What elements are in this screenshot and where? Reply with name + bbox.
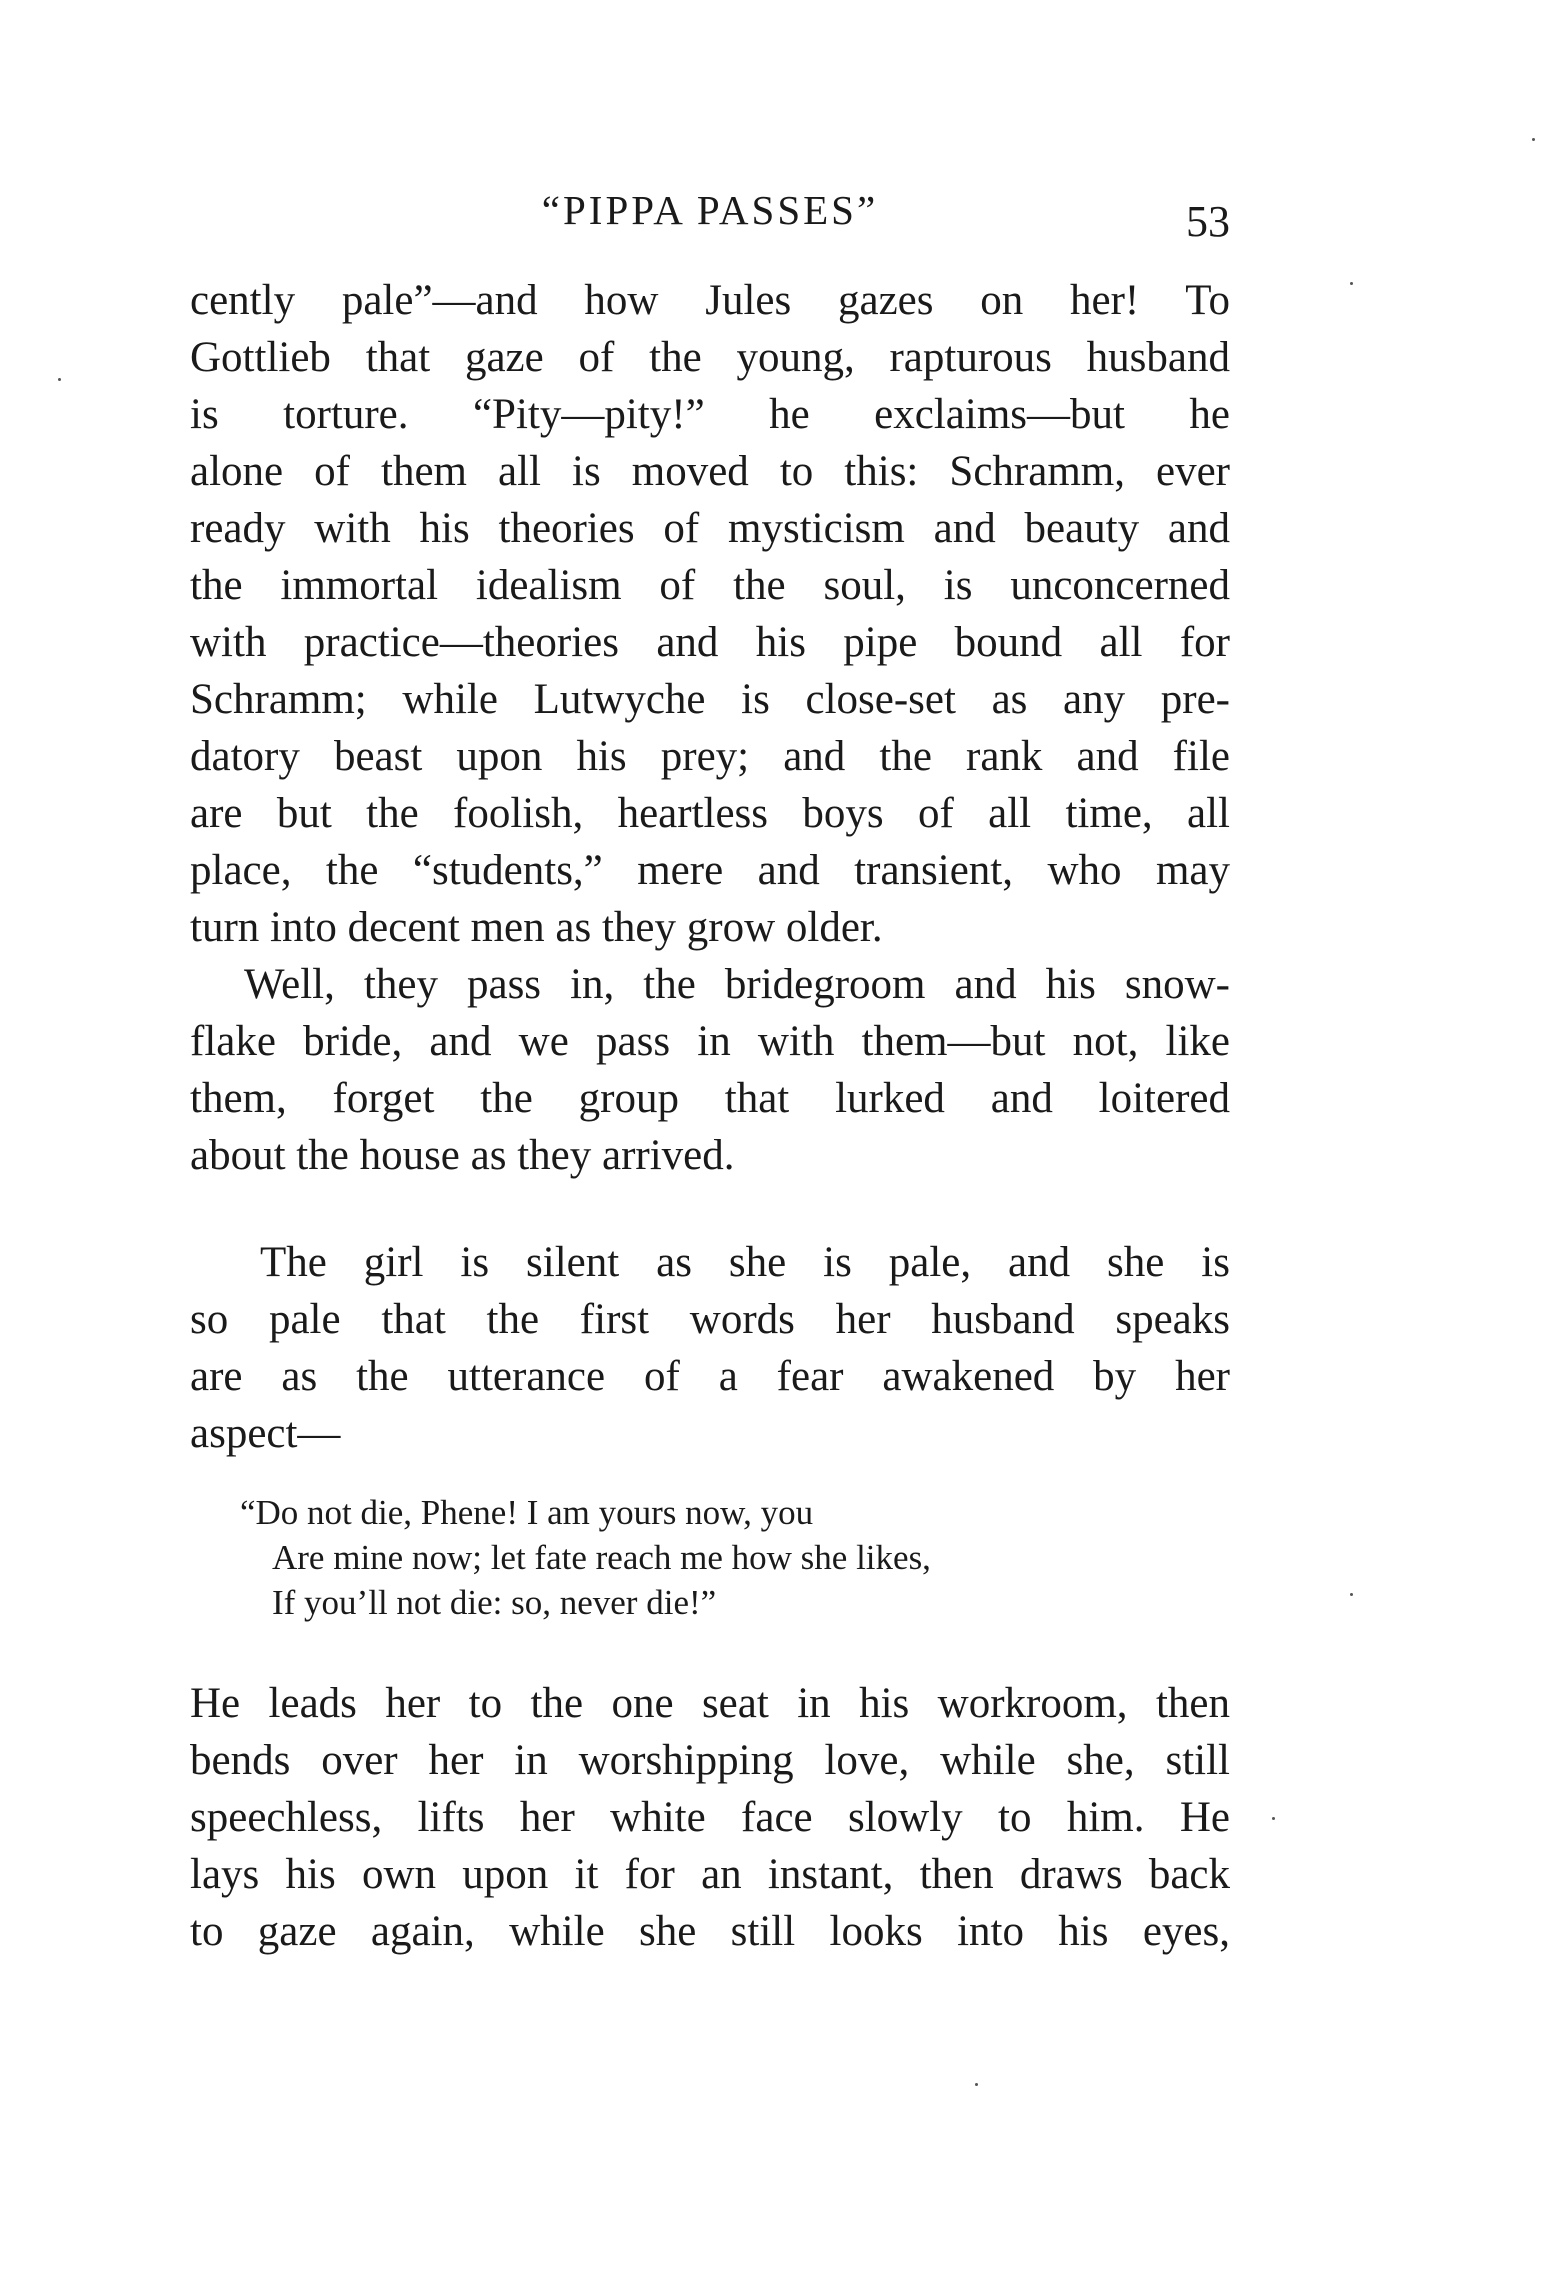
text-line: alone of them all is moved to this: Schramm, ever bbox=[190, 448, 1230, 495]
verse-line: “Do not die, Phene! I am yours now, you bbox=[240, 1493, 814, 1532]
scan-speck bbox=[1350, 282, 1353, 285]
verse-line: Are mine now; let fate reach me how she likes, bbox=[272, 1538, 931, 1577]
scan-speck bbox=[1532, 138, 1535, 141]
text-line: Gottlieb that gaze of the young, rapturous husband bbox=[190, 334, 1230, 381]
text-line: them, forget the group that lurked and loitered bbox=[190, 1075, 1230, 1122]
text-line: Schramm; while Lutwyche is close-set as any pre- bbox=[190, 676, 1230, 723]
text-line: bends over her in worshipping love, while she, still bbox=[190, 1737, 1230, 1784]
scan-speck bbox=[58, 378, 61, 381]
page-header bbox=[190, 182, 1230, 246]
text-line: turn into decent men as they grow older. bbox=[190, 904, 883, 951]
text-line: cently pale”—and how Jules gazes on her! To bbox=[190, 277, 1230, 324]
scan-speck bbox=[1272, 1817, 1275, 1820]
text-line: aspect— bbox=[190, 1410, 341, 1457]
paragraph-3 bbox=[190, 1234, 1230, 1462]
paragraph-4 bbox=[190, 1675, 1230, 1960]
text-line: the immortal idealism of the soul, is unconcerned bbox=[190, 562, 1230, 609]
paragraph-2 bbox=[190, 956, 1230, 1184]
text-line: is torture. “Pity—pity!” he exclaims—but he bbox=[190, 391, 1230, 438]
text-line: The girl is silent as she is pale, and she is bbox=[260, 1239, 1230, 1286]
verse-line: If you’ll not die: so, never die!” bbox=[272, 1583, 717, 1622]
text-line: about the house as they arrived. bbox=[190, 1132, 735, 1179]
scan-speck bbox=[975, 2083, 978, 2086]
text-line: so pale that the first words her husband speaks bbox=[190, 1296, 1230, 1343]
page-number: 53 bbox=[1186, 197, 1230, 246]
running-head: “PIPPA PASSES” bbox=[541, 187, 879, 233]
scan-speck bbox=[1350, 1593, 1353, 1596]
text-line: He leads her to the one seat in his workroom, then bbox=[190, 1680, 1230, 1727]
text-line: are as the utterance of a fear awakened by her bbox=[190, 1353, 1230, 1400]
verse-quotation bbox=[240, 1490, 931, 1625]
text-line: with practice—theories and his pipe bound all for bbox=[190, 619, 1230, 666]
text-line: are but the foolish, heartless boys of all time, all bbox=[190, 790, 1230, 837]
text-line: speechless, lifts her white face slowly to him. He bbox=[190, 1794, 1230, 1841]
text-line: Well, they pass in, the bridegroom and his snow- bbox=[244, 961, 1230, 1008]
paragraph-1 bbox=[190, 272, 1230, 956]
text-line: ready with his theories of mysticism and beauty and bbox=[190, 505, 1230, 552]
text-line: lays his own upon it for an instant, then draws back bbox=[190, 1851, 1230, 1898]
text-line: datory beast upon his prey; and the rank and file bbox=[190, 733, 1230, 780]
text-line: to gaze again, while she still looks into his eyes, bbox=[190, 1908, 1230, 1955]
text-line: place, the “students,” mere and transient, who may bbox=[190, 847, 1230, 894]
text-line: flake bride, and we pass in with them—but not, like bbox=[190, 1018, 1230, 1065]
